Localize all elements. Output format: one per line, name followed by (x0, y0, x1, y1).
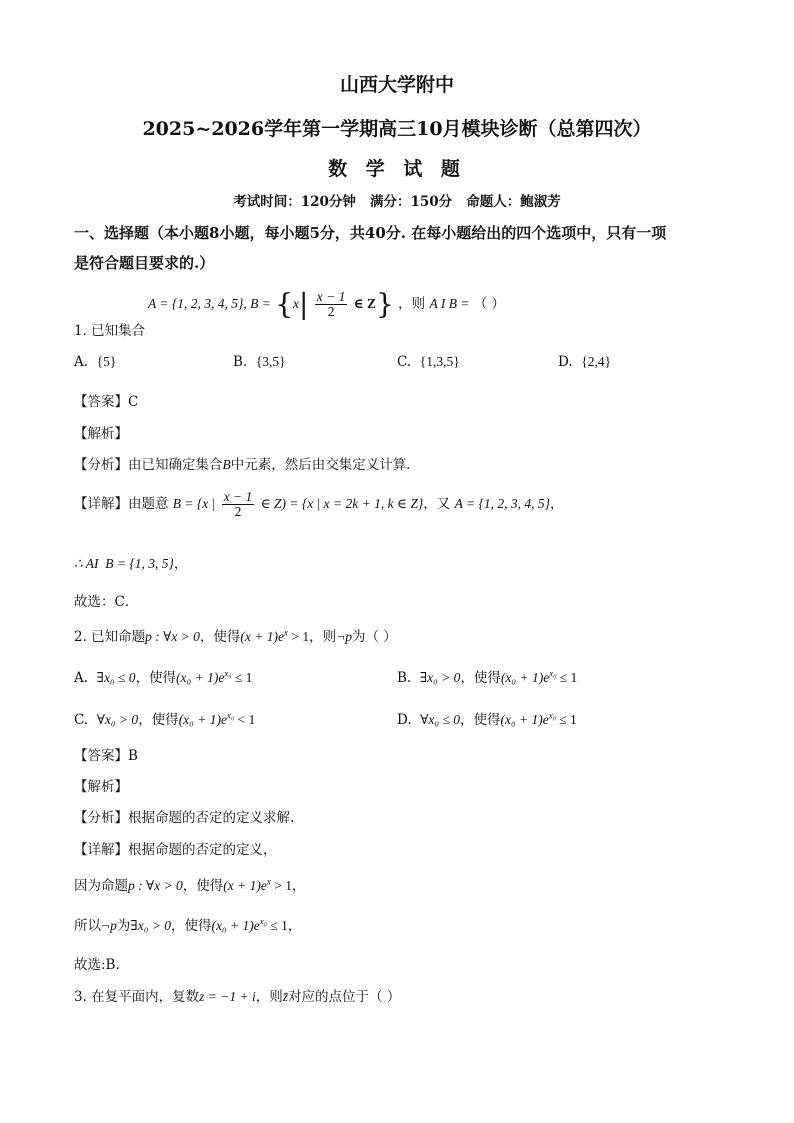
section-heading-line1: 一、选择题（本小题8小题，每小题5分，共40分. 在每小题给出的四个选项中，只有一项 (74, 224, 667, 242)
q1-option-c: C. {1,3,5} (397, 354, 460, 370)
exam-title: 2025~2026学年第一学期高三10月模块诊断（总第四次） (142, 118, 652, 140)
q1-option-d: D. {2,4} (558, 354, 612, 370)
q1-conclusion: ∴ AI B = {1, 3, 5}， (74, 556, 188, 572)
q1-answer: 【答案】C (74, 394, 139, 410)
q2-option-a: A. ∃x₀ ≤ 0，使得$(x_0 + 1)e^{x_0} \le 1$ (74, 668, 253, 686)
q1-set-def: A = {1, 2, 3, 4, 5}, B = {x| $\frac{x - 1}{2}$ ∈ Z} ，则 A I B = （ ） (148, 287, 506, 321)
q2-option-b: B. ∃x₀ > 0，使得$(x_0 + 1)e^{x_0} \le 1$ (397, 668, 578, 686)
q1-analysis-tag: 【解析】 (74, 426, 128, 442)
q2-detail: 【详解】根据命题的否定的定义， (74, 842, 277, 858)
q2-stem: 2. 已知命题p : ∀x > 0，使得$(x + 1)e^x > 1$，则¬p为（ ） (74, 627, 397, 645)
section-heading-line2: 是符合题目要求的.） (74, 254, 215, 272)
q2-answer: 【答案】B (74, 748, 138, 764)
q1-option-b: B. {3,5} (233, 354, 286, 370)
q2-analysis-tag: 【解析】 (74, 779, 128, 795)
q1-detail: 【详解】由题意 B = {x | $\frac{x - 1}{2}$ ∈ Z) = {x | x = 2k + 1, k ∈ Z}，又 A = {1, 2, 3, 4, 5}， (74, 489, 564, 519)
q1-option-a: A. {5} (74, 354, 117, 370)
q3-stem: 3. 在复平面内，复数z = −1 + i，则z̄对应的点位于（ ） (74, 989, 401, 1005)
q1-choose: 故选：C． (74, 594, 139, 610)
q2-detail-line2: 所以¬p为∃x₀ > 0，使得$(x_0 + 1)e^{x_0} \le 1$， (74, 916, 302, 934)
school-name: 山西大学附中 (339, 74, 454, 96)
q1-fenxi: 【分析】由已知确定集合B中元素，然后由交集定义计算． (74, 457, 420, 473)
exam-info: 考试时间：120分钟 满分：150分 命题人：鲍淑芳 (233, 194, 561, 210)
q1-stem-prefix: 1. 已知集合 (74, 323, 146, 339)
subject-title: 数 学 试 题 (328, 158, 466, 180)
q2-option-c: C. ∀x₀ > 0，使得$(x_0 + 1)e^{x_0} < 1$ (74, 710, 256, 728)
q2-option-d: D. ∀x₀ ≤ 0，使得$(x_0 + 1)e^{x_0} \le 1$ (397, 710, 577, 728)
q2-choose: 故选:B. (74, 957, 120, 973)
q2-detail-line1: 因为命题p : ∀x > 0，使得$(x + 1)e^x > 1$， (74, 876, 306, 894)
q2-fenxi: 【分析】根据命题的否定的定义求解. (74, 810, 295, 826)
